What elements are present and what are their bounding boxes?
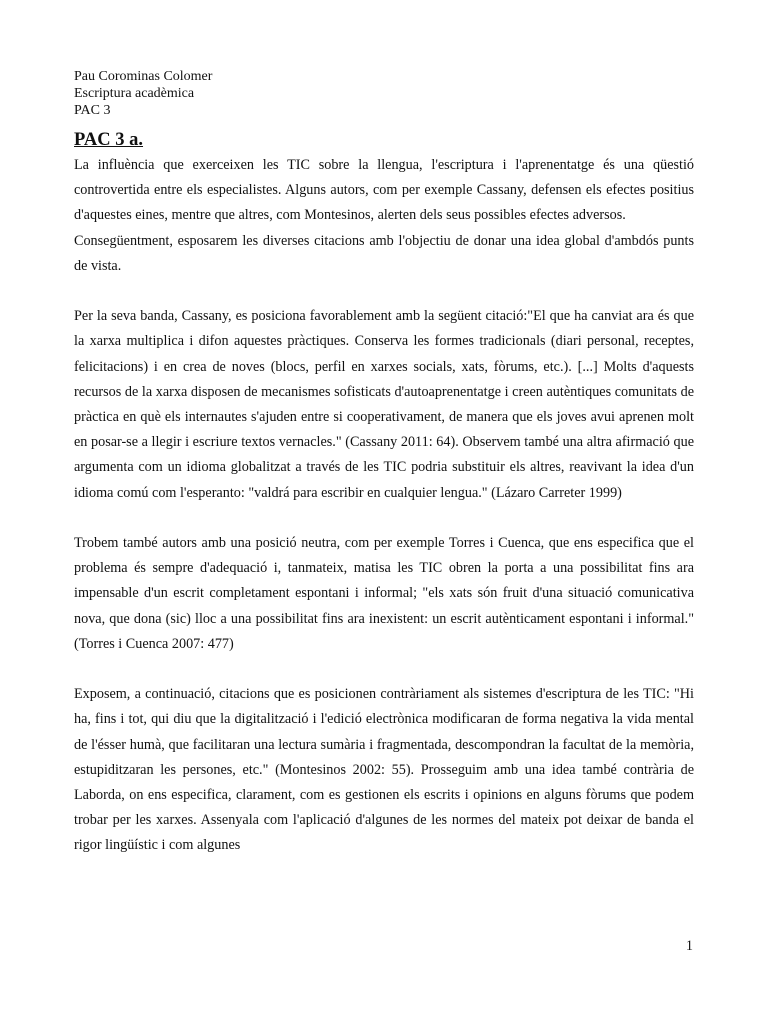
paragraph-spacer: [74, 657, 694, 682]
paragraph-montesinos-laborda: Exposem, a continuació, citacions que es posicionen contràriament als sistemes d'escriptura de les TIC: "Hi ha, fins i tot, qui diu que la digitalització i l'edició electrònica modificaran de forma negativa la vida mental de l'ésser humà, que facilitaran una lectura sumària i fragmentada, descompondran la facultat de la memòria, estupiditzaran les persones, etc." (Montesinos 2002: 55). Prosseguim amb una idea també contrària de Laborda, on ens especifica, clarament, com es gestionen els escrits i opinions en alguns fòrums que podem trobar per les xarxes. Assenyala com l'aplicació d'algunes de les normes del mateix pot deixar de banda el rigor lingüístic i com algunes: [74, 686, 694, 854]
document-page: [74, 68, 694, 859]
course-name: Escriptura acadèmica: [74, 86, 195, 101]
paragraph-consequently: Consegüentment, esposarem les diverses citacions amb l'objectiu de donar una idea global d'ambdós punts de vista.: [74, 232, 694, 274]
page-title: PAC 3 a.: [74, 130, 144, 150]
paragraph-spacer: [74, 279, 694, 304]
author-name: Pau Corominas Colomer: [74, 69, 213, 84]
page-number: 1: [685, 938, 693, 954]
paragraph-intro: La influència que exerceixen les TIC sobre la llengua, l'escriptura i l'aprenentatge és una qüestió controvertida entre els especialistes. Alguns autors, com per exemple Cassany, defensen els efectes positius d'aquestes eines, mentre que altres, com Montesinos, alerten dels seus possibles efectes adversos.: [74, 157, 694, 224]
assignment-label: PAC 3: [74, 103, 111, 118]
paragraph-torres-cuenca: Trobem també autors amb una posició neutra, com per exemple Torres i Cuenca, que ens especifica que el problema és sempre d'adequació i, tanmateix, matisa les TIC obren la porta a una possibilitat fins ara impensable d'un escrit completament espontani i informal; "els xats són fruit d'una situació comunicativa nova, que dona (sic) lloc a una possibilitat fins ara inexistent: un escrit autènticament espontani i informal." (Torres i Cuenca 2007: 477): [74, 535, 694, 652]
paragraph-spacer: [74, 506, 694, 531]
paragraph-cassany: Per la seva banda, Cassany, es posiciona favorablement amb la següent citació:"El que ha canviat ara és que la xarxa multiplica i difon aquestes pràctiques. Conserva les formes tradicionals (diari personal, receptes, felicitacions) i en crea de noves (blocs, perfil en xarxes socials, xats, fòrums, etc.). [...] Molts d'aquests recursos de la xarxa disposen de mecanismes sofisticats d'autoaprenentatge i creen autèntiques comunitats de pràctica en què els internautes s'ajuden entre si cooperativament, de manera que els joves avui aprenen molt en posar-se a llegir i escriure textos vernacles." (Cassany 2011: 64). Observem també una altra afirmació que argumenta com un idioma globalitzat a través de les TIC podria substituir els altres, reavivant la idea d'un idioma comú com l'esperanto: "valdrá para escribir en cualquier lengua." (Lázaro Carreter 1999): [74, 308, 694, 501]
